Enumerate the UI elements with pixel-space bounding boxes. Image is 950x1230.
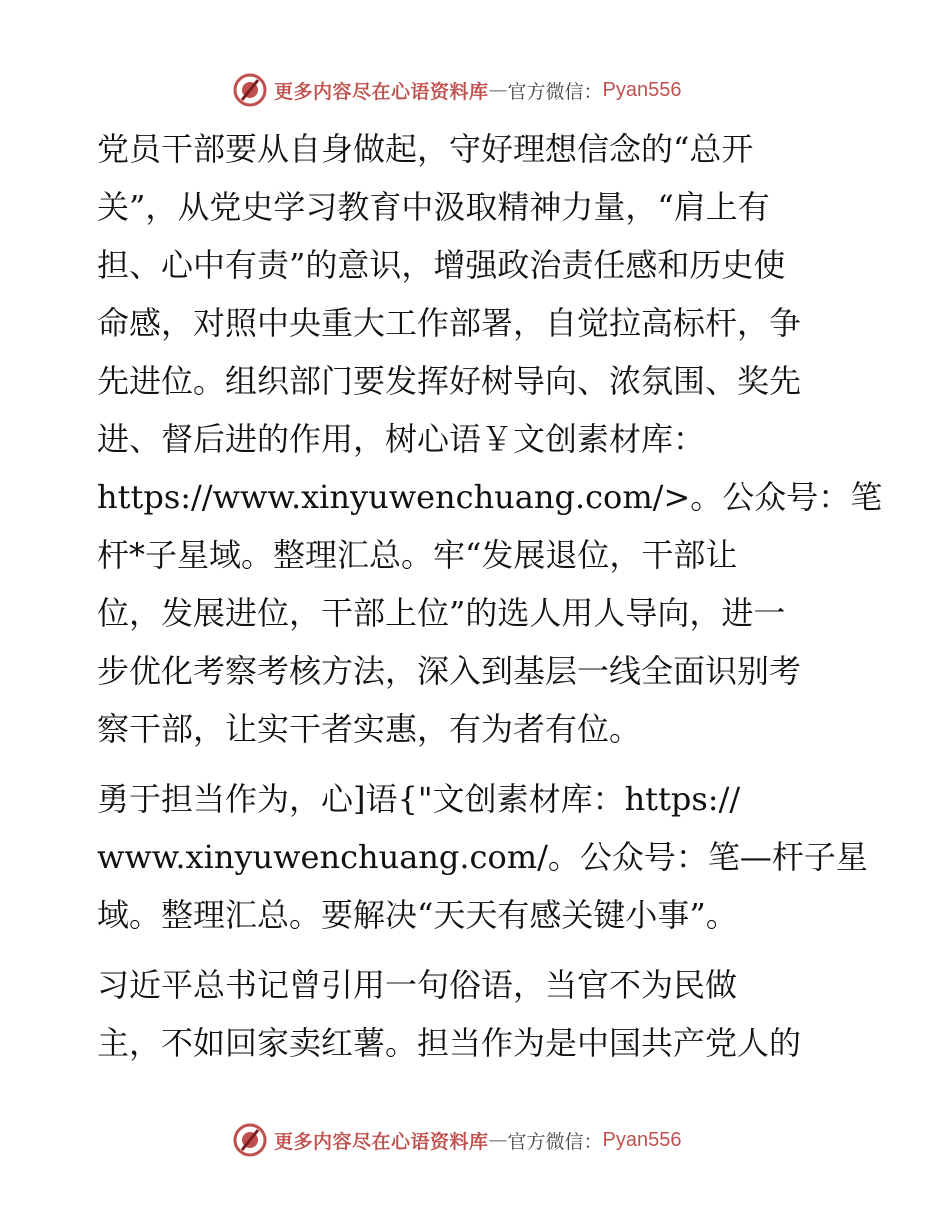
text-line: 关”，从党史学习教育中汲取精神力量，“肩上有: [97, 188, 770, 226]
banner-separator: —: [488, 79, 508, 101]
document-body: [97, 120, 883, 1072]
banner-title: 更多内容尽在心语资料库: [274, 1130, 489, 1153]
text-line: 步优化考察考核方法，深入到基层一线全面识别考: [97, 652, 802, 690]
paragraph: [97, 956, 852, 1072]
text-line: 先进位。组织部门要发挥好树导向、浓氛围、奖先: [97, 362, 802, 400]
banner-wechat-id: Pyan556: [602, 1128, 682, 1151]
text-line: 习近平总书记曾引用一句俗语，当官不为民做: [97, 966, 738, 1004]
text-line: https://www.xinyuwenchuang.com/>。公众号：笔: [97, 478, 883, 516]
text-line: 勇于担当作为，心]语{"文创素材库：https://: [97, 780, 741, 818]
header-banner: [232, 70, 682, 110]
banner-wechat-label: 官方微信：: [507, 1130, 603, 1153]
text-line: 命感，对照中央重大工作部署，自觉拉高标杆，争: [97, 304, 802, 342]
text-line: 杆*子星域。整理汇总。牢“发展退位，干部让: [97, 536, 738, 574]
footer-banner: [232, 1120, 682, 1160]
banner-wechat-label: 官方微信：: [507, 80, 603, 103]
paragraph: [97, 770, 868, 944]
text-line: 主，不如回家卖红薯。担当作为是中国共产党人的: [97, 1024, 802, 1062]
text-line: 党员干部要从自身做起，守好理想信念的“总开: [97, 130, 754, 168]
logo-icon: [232, 1122, 268, 1158]
banner-wechat-id: Pyan556: [602, 78, 682, 101]
text-line: 察干部，让实干者实惠，有为者有位。: [97, 710, 642, 748]
logo-icon: [232, 72, 268, 108]
paragraph: [97, 120, 883, 758]
text-line: www.xinyuwenchuang.com/。公众号：笔—杆子星: [97, 838, 868, 876]
banner-title: 更多内容尽在心语资料库: [274, 80, 489, 103]
text-line: 位，发展进位，干部上位”的选人用人导向，进一: [97, 594, 786, 632]
text-line: 担、心中有责”的意识，增强政治责任感和历史使: [97, 246, 786, 284]
text-line: 进、督后进的作用，树心语￥文创素材库：: [97, 420, 706, 458]
banner-separator: —: [488, 1129, 508, 1151]
text-line: 域。整理汇总。要解决“天天有感关键小事”。: [97, 896, 738, 934]
